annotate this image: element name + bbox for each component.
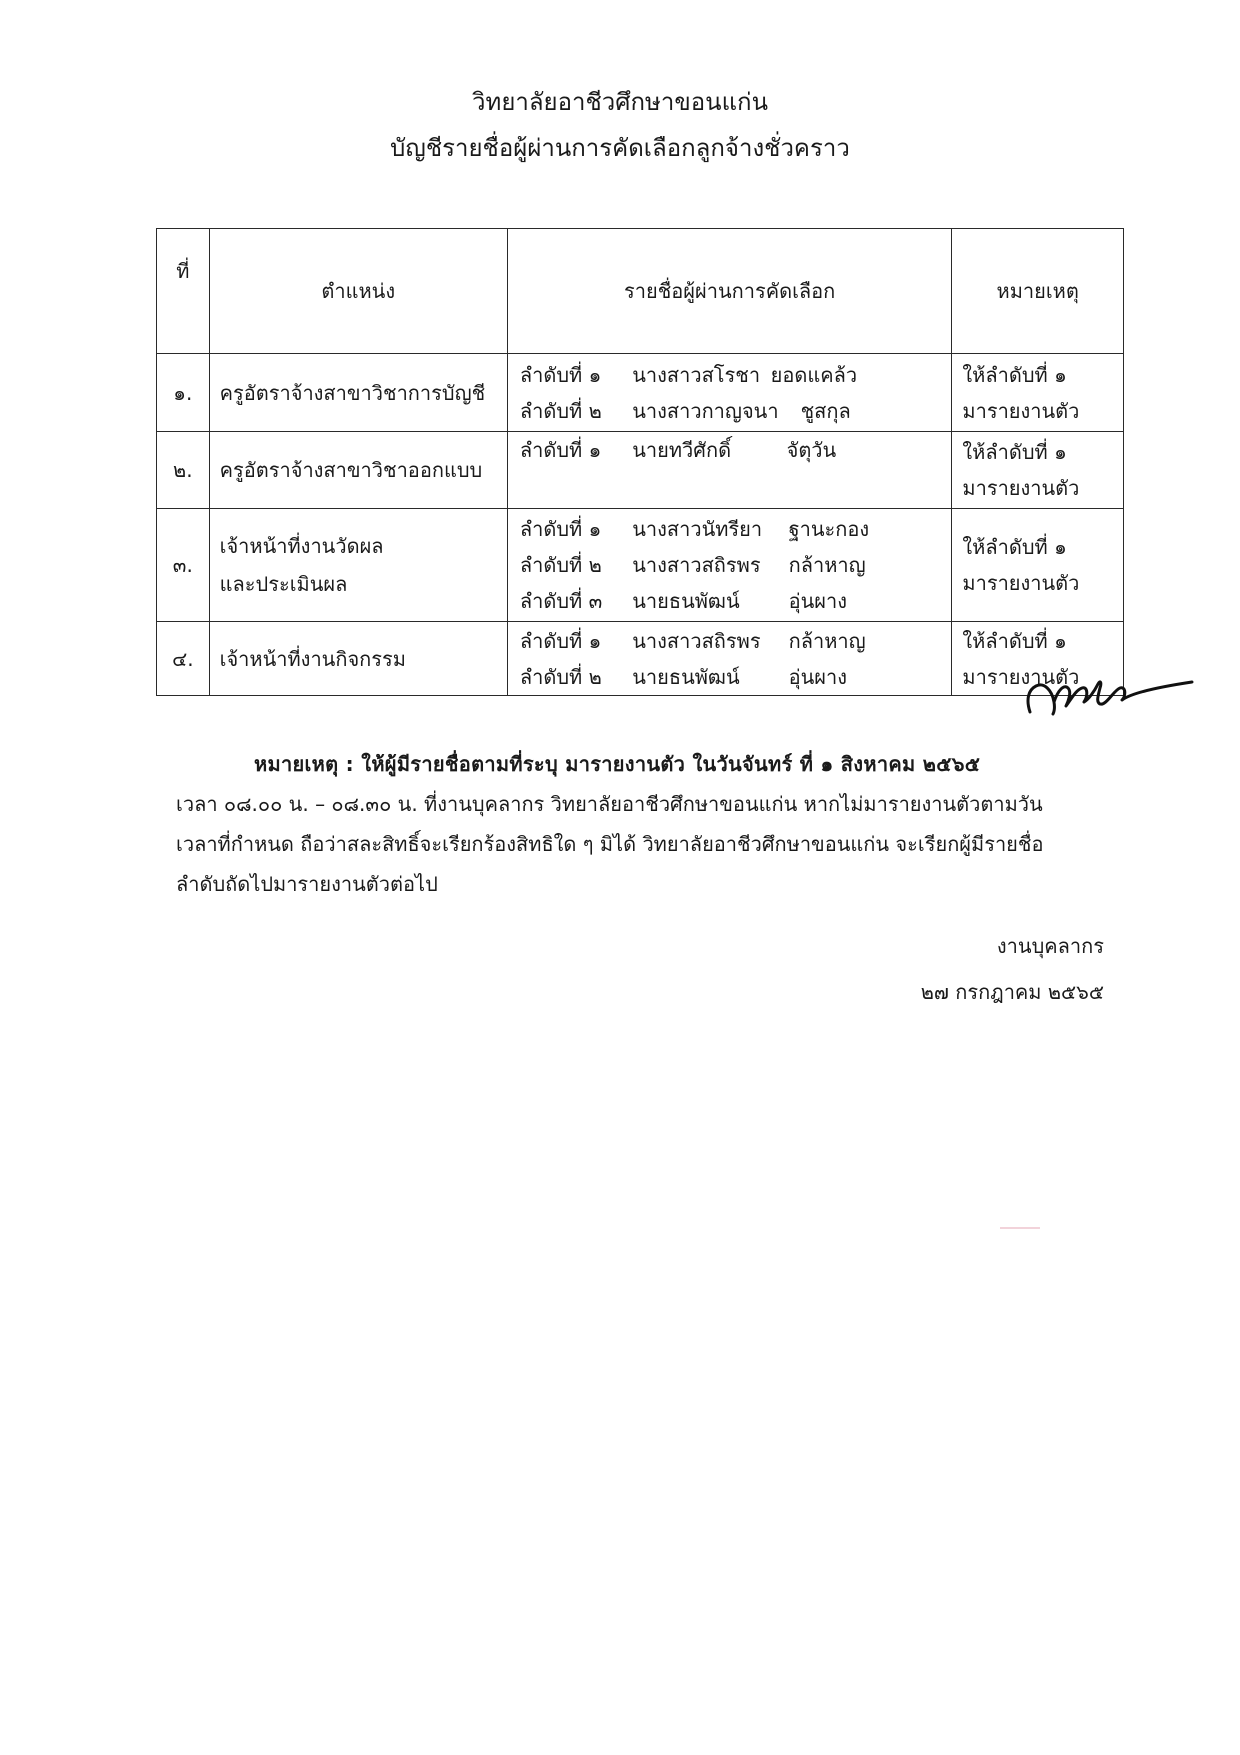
document-title: บัญชีรายชื่อผู้ผ่านการคัดเลือกลูกจ้างชั่วคราว <box>390 134 850 162</box>
table-row <box>157 509 1124 622</box>
footer-date: ๒๗ กรกฎาคม ๒๕๖๕ <box>920 980 1104 1004</box>
footer-department: งานบุคลากร <box>996 934 1104 958</box>
candidate-seq: ลำดับที่ ๑ <box>519 438 602 462</box>
header-note: หมายเหตุ <box>952 229 1124 354</box>
candidate-name: นายธนพัฒน์ <box>632 664 740 689</box>
table-header-row <box>157 229 1124 354</box>
remark-line: ลำดับถัดไปมารายงานตัวต่อไป <box>176 872 438 896</box>
row-position <box>209 354 507 432</box>
candidate-seq: ลำดับที่ ๑ <box>519 362 602 387</box>
table-row <box>157 354 1124 432</box>
candidate-seq: ลำดับที่ ๑ <box>519 517 602 541</box>
candidate-name: นางสาวสโรชา <box>632 362 761 387</box>
row-position <box>209 622 507 696</box>
header-no: ที่ <box>157 229 210 354</box>
candidate-surname: ยอดแคล้ว <box>770 362 858 387</box>
organization-title: วิทยาลัยอาชีวศึกษาขอนแก่น <box>472 88 768 116</box>
candidate-line <box>520 357 952 393</box>
candidate-name: นายทวีศักดิ์ <box>632 438 732 462</box>
note-line: ให้ลำดับที่ ๑ <box>962 440 1067 464</box>
row-number: ๓. <box>157 509 210 622</box>
table-row <box>157 432 1124 509</box>
row-number: ๑. <box>157 354 210 432</box>
candidate-name: นางสาวสถิรพร <box>632 628 761 653</box>
remark-paragraph <box>176 744 1116 904</box>
scan-mark <box>1000 1227 1040 1229</box>
candidate-line <box>520 511 952 547</box>
note-line: มารายงานตัว <box>962 664 1080 689</box>
row-position <box>209 432 507 509</box>
candidate-line <box>520 393 952 429</box>
position-line: เจ้าหน้าที่งานวัดผล <box>219 534 384 558</box>
candidate-surname: กล้าหาญ <box>788 553 866 577</box>
row-position <box>209 509 507 622</box>
selection-table <box>156 228 1124 696</box>
handwritten-signature <box>1022 668 1202 724</box>
candidate-surname: อุ่นผาง <box>788 589 847 613</box>
row-note <box>952 432 1124 509</box>
remark-line: เวลาที่กำหนด ถือว่าสละสิทธิ์จะเรียกร้องสิทธิใด ๆ มิได้ วิทยาลัยอาชีวศึกษาขอนแก่น จะเรียกผู้มีรายชื่อ <box>176 832 1044 856</box>
candidate-name: นางสาวนัทรียา <box>632 517 763 541</box>
row-note <box>952 509 1124 622</box>
note-line: ให้ลำดับที่ ๑ <box>962 535 1067 559</box>
row-number: ๔. <box>157 622 210 696</box>
candidate-seq: ลำดับที่ ๒ <box>519 664 602 689</box>
candidate-surname: จัตุวัน <box>786 438 837 462</box>
candidate-name: นายธนพัฒน์ <box>632 589 740 613</box>
note-line: มารายงานตัว <box>962 476 1080 500</box>
candidate-seq: ลำดับที่ ๓ <box>519 589 603 613</box>
remark-lead-text: หมายเหตุ : ให้ผู้มีรายชื่อตามที่ระบุ มารายงานตัว ในวันจันทร์ ที่ ๑ สิงหาคม ๒๕๖๕ <box>254 752 981 776</box>
position-line: เจ้าหน้าที่งานกิจกรรม <box>219 646 406 671</box>
row-candidates <box>507 509 952 622</box>
candidate-line <box>520 432 952 468</box>
candidate-surname: ฐานะกอง <box>788 517 870 541</box>
header-names: รายชื่อผู้ผ่านการคัดเลือก <box>507 229 952 354</box>
candidate-name: นางสาวสถิรพร <box>632 553 761 577</box>
candidate-seq: ลำดับที่ ๒ <box>519 398 602 423</box>
candidate-name: นางสาวกาญจนา <box>632 398 779 423</box>
note-line: มารายงานตัว <box>962 571 1080 595</box>
candidate-line <box>520 659 952 695</box>
candidate-surname: ชูสกุล <box>800 398 851 423</box>
candidate-seq: ลำดับที่ ๒ <box>519 553 602 577</box>
candidate-line <box>520 547 952 583</box>
note-line: ให้ลำดับที่ ๑ <box>962 628 1067 653</box>
candidate-line <box>520 583 952 619</box>
row-candidates <box>507 432 952 509</box>
row-number: ๒. <box>157 432 210 509</box>
note-line: ให้ลำดับที่ ๑ <box>962 362 1067 387</box>
header-position: ตำแหน่ง <box>209 229 507 354</box>
table-row <box>157 622 1124 696</box>
note-line: มารายงานตัว <box>962 398 1080 423</box>
position-line: ครูอัตราจ้างสาขาวิชาการบัญชี <box>219 380 486 405</box>
candidate-surname: อุ่นผาง <box>788 664 847 689</box>
remark-line: เวลา ๐๘.๐๐ น. – ๐๘.๓๐ น. ที่งานบุคลากร วิทยาลัยอาชีวศึกษาขอนแก่น หากไม่มารายงานตัวตามวัน <box>176 792 1043 816</box>
remark-lead <box>176 744 1116 784</box>
candidate-surname: กล้าหาญ <box>788 628 866 653</box>
position-line: ครูอัตราจ้างสาขาวิชาออกแบบ <box>219 458 483 482</box>
row-candidates <box>507 622 952 696</box>
candidate-seq: ลำดับที่ ๑ <box>519 628 602 653</box>
position-line: และประเมินผล <box>219 572 348 596</box>
candidate-line <box>520 623 952 659</box>
row-candidates <box>507 354 952 432</box>
row-note <box>952 354 1124 432</box>
